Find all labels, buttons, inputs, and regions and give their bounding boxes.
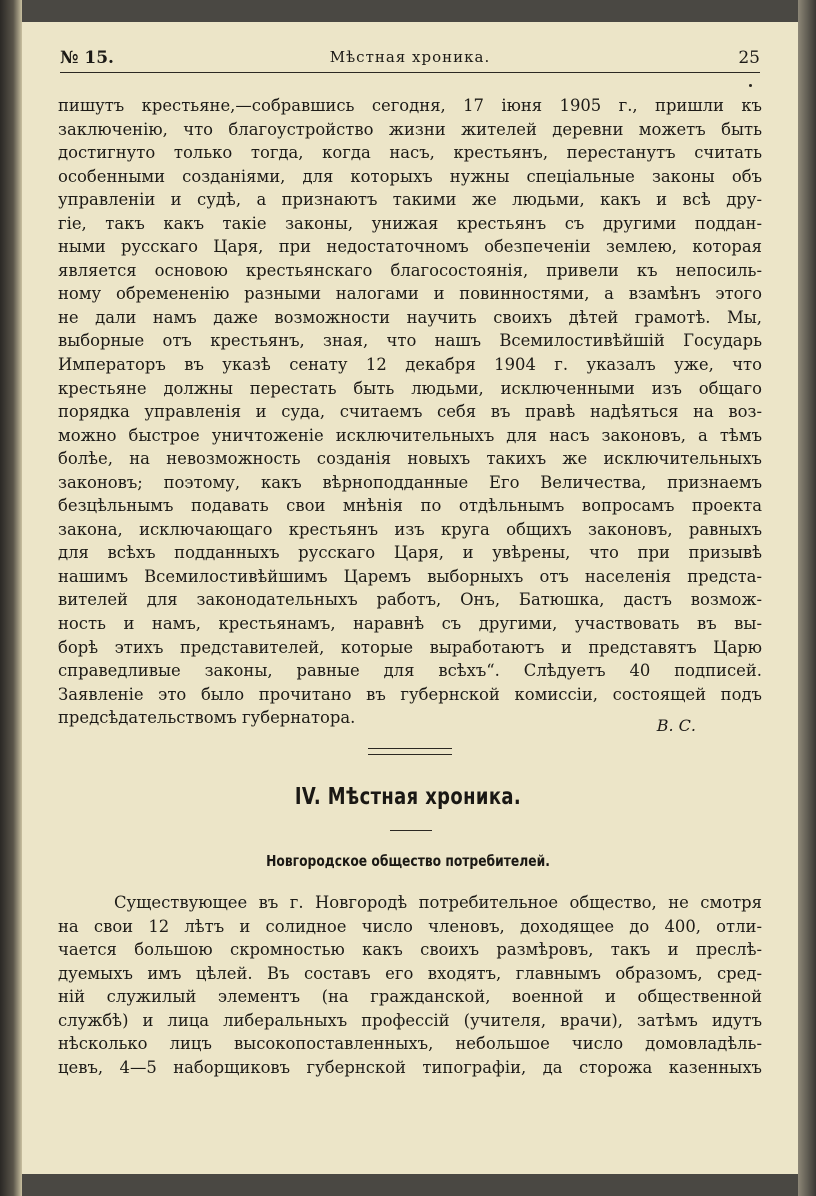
text-line: достигнуто только тогда, когда насъ, крестьянъ, перестанутъ считать [58, 143, 762, 163]
paragraph-cooperative [58, 891, 762, 1079]
text-line: борѣ этихъ представителей, которые выработаютъ и представятъ Царю [58, 637, 762, 657]
text-line: порядка управленія и суда, считаемъ себя въ правѣ надѣяться на воз- [58, 402, 762, 422]
text-line: Заявленіе это было прочитано въ губернской комиссіи, состоящей подъ [58, 684, 762, 704]
text-line: Императоръ въ указѣ сенату 12 декабря 1904 г. указалъ уже, что [58, 355, 762, 375]
author-signature: В. С. [656, 716, 696, 735]
text-line: гіе, такъ какъ такіе законы, унижая крестьянъ съ другими поддан- [58, 213, 762, 233]
ink-speck [749, 84, 752, 87]
section-divider [368, 748, 452, 755]
text-line: болѣе, на невозможность созданія новыхъ такихъ же исключительныхъ [58, 449, 762, 469]
text-line: ній служилый элементъ (на гражданской, военной и общественной [58, 987, 762, 1007]
text-line: не дали намъ даже возможности научить своихъ дѣтей грамотѣ. Мы, [58, 307, 762, 327]
text-line: справедливые законы, равные для всѣхъ“. Слѣдуетъ 40 подписей. [58, 661, 762, 681]
text-line: для всѣхъ подданныхъ русскаго Царя, и увѣрены, что при призывѣ [58, 543, 762, 563]
text-line: Существующее въ г. Новгородѣ потребительное общество, не смотря [114, 893, 762, 912]
text-line: нашимъ Всемилостивѣйшимъ Царемъ выборныхъ отъ населенія предста- [58, 566, 762, 586]
header-rule [60, 72, 760, 73]
text-line: цевъ, 4—5 наборщиковъ губернской типографіи, да сторожа казенныхъ [58, 1057, 762, 1077]
heading-rule [390, 830, 432, 831]
text-line: безцѣльнымъ подавать свои мнѣнія по отдѣльнымъ вопросамъ проекта [58, 496, 762, 516]
book-binding-shadow [0, 0, 22, 1196]
text-line: на свои 12 лѣтъ и солидное число членовъ, доходящее до 400, отли- [58, 916, 762, 936]
text-line: можно быстрое уничтоженіе исключительныхъ для насъ законовъ, а тѣмъ [58, 425, 762, 445]
text-line: ность и намъ, крестьянамъ, наравнѣ съ другими, участвовать въ вы- [58, 614, 762, 634]
text-line: ному обремененію разными налогами и повинностями, а взамѣнъ этого [58, 284, 762, 304]
text-line: законовъ; поэтому, какъ вѣрноподданные Его Величества, признаемъ [58, 472, 762, 492]
page-edge-shadow [798, 0, 816, 1196]
text-line: нѣсколько лицъ высокопоставленныхъ, небольшое число домовладѣль- [58, 1034, 762, 1054]
text-line: вителей для законодательныхъ работъ, Онъ, Батюшка, дастъ возмож- [58, 590, 762, 610]
text-line: крестьяне должны перестать быть людьми, исключенными изъ общаго [58, 378, 762, 398]
running-header [60, 48, 760, 88]
text-line: ными русскаго Царя, при недостаточномъ обезпеченіи землею, которая [58, 237, 762, 257]
text-line: службѣ) и лица либеральныхъ профессій (учителя, врачи), затѣмъ идутъ [58, 1010, 762, 1030]
text-line: является основою крестьянскаго благосостоянія, привели къ непосиль- [58, 260, 762, 280]
text-line: заключенію, что благоустройство жизни жителей деревни можетъ быть [58, 119, 762, 139]
text-line: закона, исключающаго крестьянъ изъ круга общихъ законовъ, равныхъ [58, 519, 762, 539]
running-title: Мѣстная хроника. [329, 48, 491, 66]
page-number: 25 [738, 48, 760, 68]
paragraph-petition [58, 94, 762, 730]
text-line: предсѣдательствомъ губернатора. [58, 708, 356, 728]
section-heading: IV. Мѣстная хроника. [294, 784, 522, 810]
text-line: управленіи и судѣ, а признаютъ такими же людьми, какъ и всѣ дру- [58, 190, 762, 210]
subsection-heading: Новгородское общество потребителей. [266, 852, 550, 870]
text-line: чается большою скромностью какъ своихъ размѣровъ, такъ и преслѣ- [58, 940, 762, 960]
text-line: особенными созданіями, для которыхъ нужны спеціальные законы объ [58, 166, 762, 186]
issue-number: № 15. [60, 48, 114, 68]
text-line: выборные отъ крестьянъ, зная, что нашъ Всемилостивѣйшій Государь [58, 331, 762, 351]
text-line: пишутъ крестьяне,—собравшись сегодня, 17 іюня 1905 г., пришли къ [58, 96, 762, 115]
text-line: дуемыхъ имъ цѣлей. Въ составъ его входятъ, главнымъ образомъ, сред- [58, 963, 762, 983]
